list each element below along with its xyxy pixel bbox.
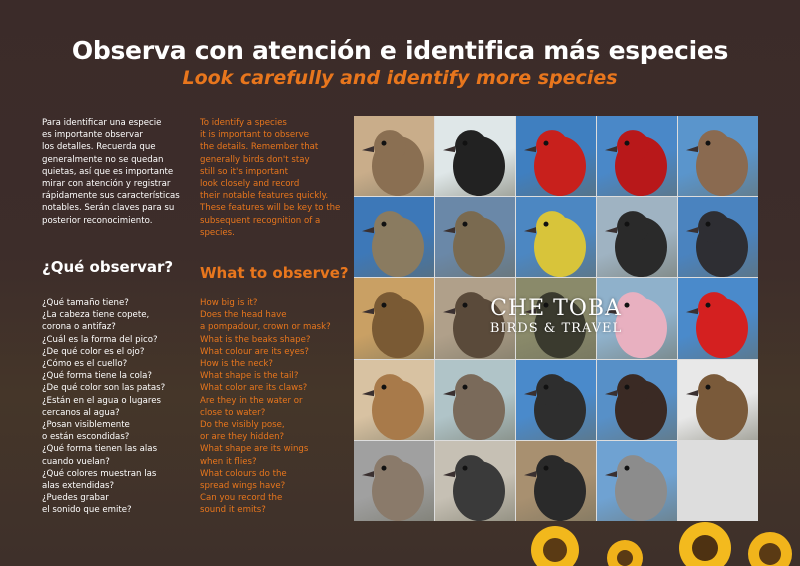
owl-photo <box>435 197 515 277</box>
sunflower-icon <box>531 526 579 566</box>
sunflower-icon <box>748 532 792 566</box>
section-heading-en: What to observe? <box>200 264 349 282</box>
kiskadee-photo <box>516 197 596 277</box>
bird-icon <box>435 116 515 196</box>
bird-icon <box>435 197 515 277</box>
cormorant-photo <box>597 197 677 277</box>
bird-icon <box>678 197 758 277</box>
bird-icon <box>597 441 677 521</box>
red-crested-cardinal-photo <box>516 116 596 196</box>
sunflower-icon <box>679 522 731 566</box>
section-heading-es: ¿Qué observar? <box>42 258 174 276</box>
page-subtitle: Look carefully and identify more species <box>182 67 618 89</box>
heron-feet-photo <box>354 441 434 521</box>
bird-icon <box>516 360 596 440</box>
intro-text-en: To identify a species it is important to observe the details. Remember that generally birds don't stay still so it's important look closely and record their notable features quickly. These features will be key to the subsequent recognition of a species. <box>200 118 341 238</box>
red-cardinal-photo <box>597 116 677 196</box>
sunflowers-decoration <box>515 510 800 566</box>
hawk-photo <box>678 197 758 277</box>
intro-spanish <box>42 117 192 227</box>
bird-icon <box>597 360 677 440</box>
watermark-line2: BIRDS & TRAVEL <box>489 321 623 336</box>
bird-feet-branch-photo <box>678 360 758 440</box>
page-title: Observa con atención e identifica más especies <box>71 36 729 65</box>
flying-hawk-photo <box>597 360 677 440</box>
ovenbird-photo <box>354 360 434 440</box>
bird-icon <box>435 441 515 521</box>
bird-icon <box>597 197 677 277</box>
bird-icon <box>354 441 434 521</box>
watermark-line1: CHE TOBA <box>490 296 622 321</box>
questions-spanish <box>42 297 194 517</box>
bird-icon <box>354 197 434 277</box>
bird-icon <box>435 360 515 440</box>
bird-icon <box>516 441 596 521</box>
bird-icon <box>597 116 677 196</box>
bird-icon <box>354 116 434 196</box>
bird-icon <box>516 116 596 196</box>
sparrow-blue-bg-photo <box>678 116 758 196</box>
questions-english <box>200 297 350 517</box>
questions-text-es: ¿Qué tamaño tiene? ¿La cabeza tiene copete, corona o antifaz? ¿Cuál es la forma del pico? ¿De qué color es el ojo? ¿Cómo es el cuello? ¿Qué forma tiene la cola? ¿De qué color son las patas? ¿Están en el agua o lugares cercanos al agua? ¿Posan visiblemente o están escondidas? ¿Qué forma tienen las alas cuando vuelan? ¿Qué colores muestran las alas extendidas? ¿Puedes grabar el sonido que emite? <box>42 298 166 516</box>
sparrow-head-photo <box>354 116 434 196</box>
duck-photo <box>435 360 515 440</box>
bird-icon <box>354 360 434 440</box>
mockingbird-photo <box>597 441 677 521</box>
woodpecker-photo <box>516 441 596 521</box>
stilt-legs-photo <box>435 441 515 521</box>
bird-icon <box>678 360 758 440</box>
red-eyed-bird-photo <box>354 197 434 277</box>
intro-text-es: Para identificar una especie es importante observar los detalles. Recuerda que generalmente no se quedan quietas, así que es importante mirar con atención y registrar rápidamente sus características notables. Serán claves para su posterior reconocimiento. <box>42 118 180 226</box>
questions-text-en: How big is it? Does the head have a pompadour, crown or mask? What is the beaks shape? What colour are its eyes? How is the neck? What shape is the tail? What color are its claws? Are they in the water or close to water? Do the visibly pose, or are they hidden? What shape are its wings when it flies? What colours do the spread wings have? Can you record the sound it emits? <box>200 298 331 516</box>
flying-duck-photo <box>516 360 596 440</box>
bird-icon <box>516 197 596 277</box>
black-white-bird-photo <box>435 116 515 196</box>
intro-english <box>200 117 350 239</box>
bird-icon <box>678 116 758 196</box>
sunflower-icon <box>607 540 643 566</box>
